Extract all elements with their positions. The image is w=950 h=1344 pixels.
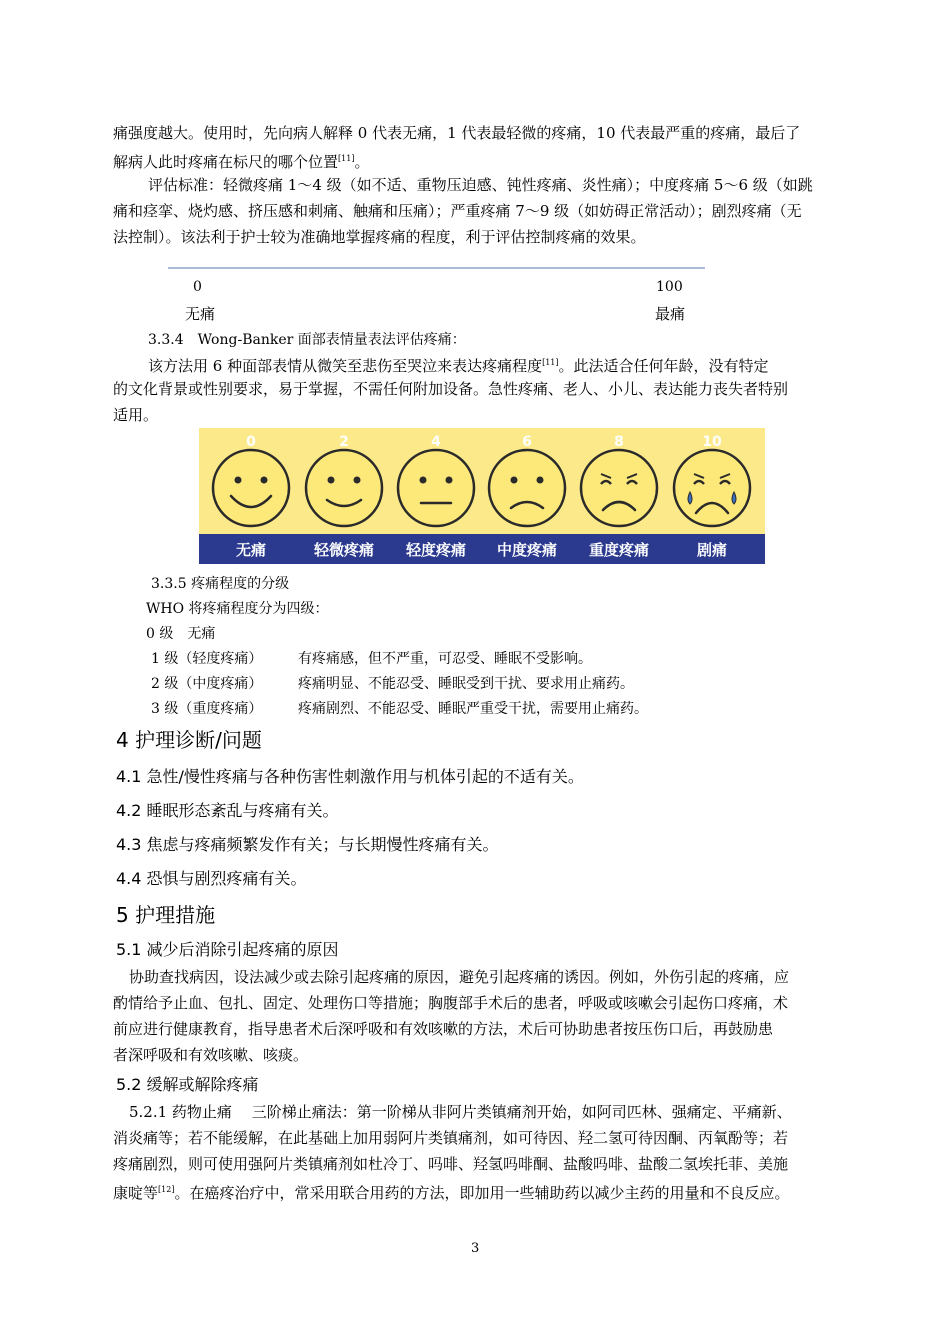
text-line: 消炎痛等；若不能缓解，在此基础上加用弱阿片类镇痛剂，如可待因、羟二氢可待因酮、丙氧酚等；若	[113, 1129, 789, 1147]
text-span: 。此法适合任何年龄，没有特定	[558, 357, 769, 375]
text-line: 者深呼吸和有效咳嗽、咳痰。	[113, 1046, 309, 1064]
face-sad-icon	[581, 450, 657, 526]
text-span: 该方法用 6 种面部表情从微笑至悲伤至哭泣来表达疼痛程度	[148, 357, 543, 375]
face-label: 无痛	[235, 541, 267, 559]
face-number: 0	[246, 434, 256, 450]
grade-2-desc: 疼痛明显、不能忍受、睡眠受到干扰、要求用止痛药。	[298, 676, 634, 692]
grade-3: 3 级（重度疼痛）	[151, 701, 263, 717]
face-label: 重度疼痛	[588, 541, 650, 559]
subsection-heading-5-2: 5.2 缓解或解除疼痛	[116, 1075, 259, 1094]
diagnosis-item: 4.4 恐惧与剧烈疼痛有关。	[116, 869, 307, 888]
page-number: 3	[471, 1241, 480, 1256]
text-line	[113, 1180, 789, 1203]
face-number: 2	[339, 434, 349, 450]
face-label: 轻度疼痛	[405, 541, 467, 559]
face-label: 中度疼痛	[496, 541, 558, 559]
citation: [11]	[542, 358, 559, 367]
grade-1-desc: 有疼痛感，但不严重，可忍受、睡眠不受影响。	[298, 651, 592, 667]
text-span: 解病人此时疼痛在标尺的哪个位置	[113, 153, 339, 171]
face-frown-icon	[489, 450, 565, 526]
face-number: 4	[431, 434, 441, 450]
face-number: 8	[614, 434, 624, 450]
faces-pain-scale-figure	[199, 428, 765, 564]
citation: [12]	[158, 1185, 175, 1194]
text-span: 。	[354, 153, 370, 171]
face-label: 轻微疼痛	[313, 541, 375, 559]
text-line: 痛强度越大。使用时，先向病人解释 0 代表无痛，1 代表最轻微的疼痛，10 代表最严重的疼痛，最后了	[113, 124, 801, 142]
face-neutral-icon	[398, 450, 474, 526]
text-line: 的文化背景或性别要求，易于掌握，不需任何附加设备。急性疼痛、老人、小儿、表达能力丧失者特别	[113, 380, 789, 398]
citation: [11]	[338, 154, 355, 163]
eye	[537, 477, 544, 484]
eye	[235, 477, 242, 484]
grade-0: 0 级 无痛	[146, 626, 216, 642]
face-number: 6	[522, 434, 532, 450]
text-line: 法控制）。该法利于护士较为准确地掌握疼痛的程度，利于评估控制疼痛的效果。	[113, 228, 646, 246]
section-heading-3-3-5: 3.3.5 疼痛程度的分级	[151, 576, 290, 592]
eye	[261, 477, 268, 484]
subsection-heading-5-1: 5.1 减少后消除引起疼痛的原因	[116, 940, 339, 959]
scale-left-value: 0	[193, 279, 202, 295]
text-span: 康啶等	[113, 1184, 159, 1202]
section-heading-3-3-4: 3.3.4 Wong-Banker 面部表情量表法评估疼痛：	[148, 332, 466, 348]
face-label: 剧痛	[696, 541, 728, 559]
eye	[328, 477, 335, 484]
text-line	[113, 149, 369, 172]
diagnosis-item: 4.1 急性/慢性疼痛与各种伤害性刺激作用与机体引起的不适有关。	[116, 767, 584, 786]
text-line: 评估标准：轻微疼痛 1～4 级（如不适、重物压迫感、钝性疼痛、炎性痛）；中度疼痛 5～6 级（如跳	[148, 176, 813, 194]
label-band	[199, 534, 765, 564]
scale-left-label: 无痛	[185, 305, 216, 323]
text-span: 。在癌疼治疗中，常采用联合用药的方法，即加用一些辅助药以减少主药的用量和不良反应。	[174, 1184, 790, 1202]
grade-3-desc: 疼痛剧烈、不能忍受、睡眠严重受干扰，需要用止痛药。	[298, 701, 648, 717]
scale-right-label: 最痛	[655, 305, 686, 323]
face-crying-icon	[674, 450, 750, 526]
diagnosis-item: 4.3 焦虑与疼痛频繁发作有关；与长期慢性疼痛有关。	[116, 835, 499, 854]
scale-line	[168, 267, 705, 269]
eye	[420, 477, 427, 484]
section-heading-5: 5 护理措施	[116, 903, 216, 927]
face-number: 10	[702, 434, 722, 450]
text-line	[148, 353, 769, 376]
text-line: 5.2.1 药物止痛 三阶梯止痛法：第一阶梯从非阿片类镇痛剂开始，如阿司匹林、强痛定、平痛新、	[129, 1103, 792, 1121]
text-line: 痛和痉挛、烧灼感、挤压感和刺痛、触痛和压痛）；严重疼痛 7～9 级（如妨碍正常活动）；剧烈疼痛（无	[113, 202, 802, 220]
text-line: 疼痛剧烈，则可使用强阿片类镇痛剂如杜冷丁、吗啡、羟氢吗啡酮、盐酸吗啡、盐酸二氢埃托菲、美施	[113, 1155, 789, 1173]
eye	[446, 477, 453, 484]
text-line: 酌情给予止血、包扎、固定、处理伤口等措施；胸腹部手术后的患者，呼吸或咳嗽会引起伤口疼痛，术	[113, 994, 789, 1012]
text-line: 前应进行健康教育，指导患者术后深呼吸和有效咳嗽的方法，术后可协助患者按压伤口后，再鼓励患	[113, 1020, 774, 1038]
diagnosis-item: 4.2 睡眠形态紊乱与疼痛有关。	[116, 801, 339, 820]
face-big-smile-icon	[213, 450, 289, 526]
grade-1: 1 级（轻度疼痛）	[151, 651, 263, 667]
text-line: 协助查找病因，设法减少或去除引起疼痛的原因，避免引起疼痛的诱因。例如，外伤引起的疼痛，应	[129, 968, 790, 986]
face-smile-icon	[306, 450, 382, 526]
eye	[354, 477, 361, 484]
section-heading-4: 4 护理诊断/问题	[116, 728, 262, 752]
text-line: 适用。	[113, 406, 159, 424]
who-grading-intro: WHO 将疼痛程度分为四级：	[146, 601, 329, 617]
grade-2: 2 级（中度疼痛）	[151, 676, 263, 692]
eye	[511, 477, 518, 484]
scale-right-value: 100	[656, 279, 683, 295]
